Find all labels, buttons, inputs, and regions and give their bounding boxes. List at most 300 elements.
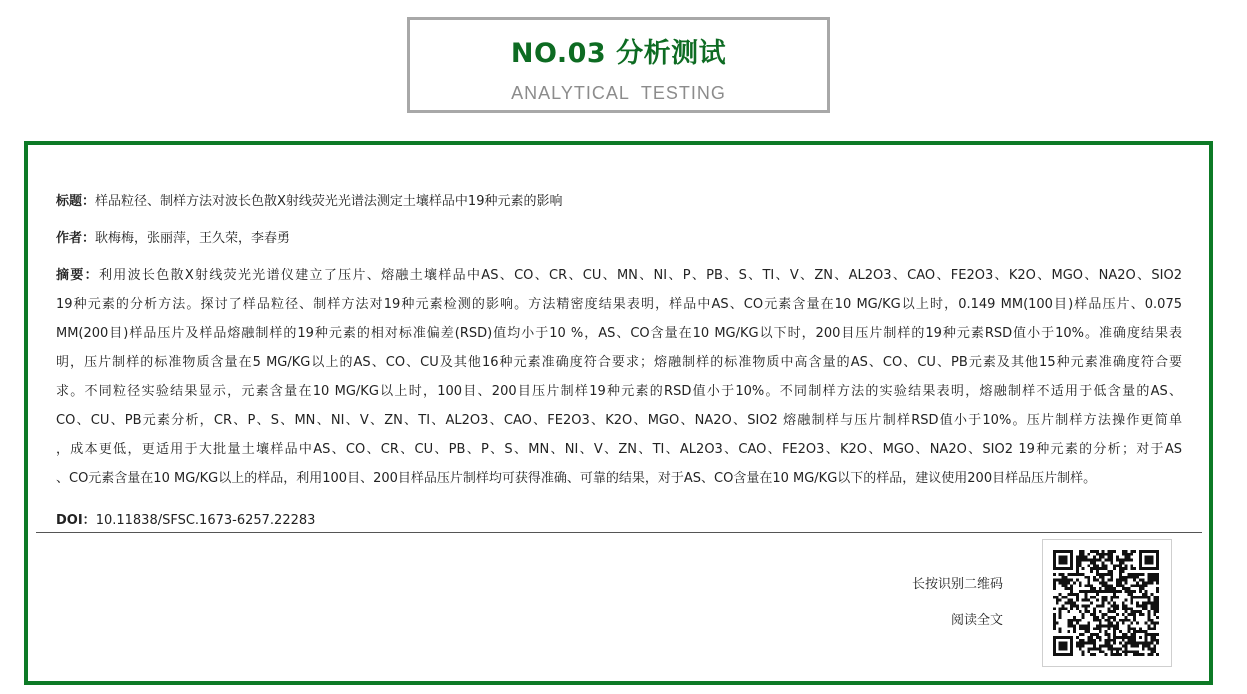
qr-module <box>1079 559 1082 562</box>
qr-module <box>1070 636 1073 639</box>
qr-module <box>1139 627 1142 630</box>
qr-module <box>1099 610 1102 613</box>
qr-module <box>1110 590 1113 593</box>
qr-module <box>1136 642 1139 645</box>
qr-module <box>1085 593 1088 596</box>
qr-module <box>1110 650 1113 653</box>
section-header <box>407 17 830 113</box>
qr-module <box>1059 607 1062 610</box>
qr-module <box>1082 553 1085 556</box>
qr-module <box>1082 550 1085 553</box>
qr-module <box>1119 653 1122 656</box>
qr-module <box>1053 645 1056 648</box>
qr-module <box>1136 630 1139 633</box>
qr-module <box>1110 624 1113 627</box>
qr-module <box>1087 610 1090 613</box>
qr-caption-scan: 长按识别二维码 <box>911 577 1003 592</box>
qr-module <box>1059 550 1062 553</box>
qr-module <box>1107 645 1110 648</box>
qr-module <box>1153 576 1156 579</box>
qr-module <box>1142 567 1145 570</box>
qr-module <box>1073 619 1076 622</box>
qr-module <box>1070 650 1073 653</box>
qr-module <box>1067 579 1070 582</box>
qr-module <box>1107 587 1110 590</box>
qr-module <box>1139 587 1142 590</box>
qr-module <box>1133 627 1136 630</box>
qr-module <box>1099 553 1102 556</box>
qr-module <box>1142 604 1145 607</box>
article-abstract <box>56 261 1182 493</box>
qr-module <box>1087 642 1090 645</box>
qr-module <box>1150 576 1153 579</box>
qr-module <box>1145 604 1148 607</box>
qr-module <box>1145 636 1148 639</box>
qr-module <box>1156 561 1159 564</box>
qr-module <box>1119 636 1122 639</box>
qr-module <box>1090 639 1093 642</box>
qr-module <box>1150 604 1153 607</box>
qr-module <box>1150 622 1153 625</box>
qr-module <box>1142 550 1145 553</box>
qr-module <box>1093 596 1096 599</box>
qr-module <box>1102 553 1105 556</box>
qr-module <box>1122 650 1125 653</box>
qr-module <box>1148 633 1151 636</box>
qr-module <box>1053 622 1056 625</box>
qr-module <box>1079 553 1082 556</box>
qr-module <box>1107 642 1110 645</box>
qr-module <box>1087 636 1090 639</box>
qr-module <box>1056 622 1059 625</box>
qr-module <box>1093 627 1096 630</box>
qr-module <box>1130 642 1133 645</box>
qr-module <box>1085 607 1088 610</box>
qr-module <box>1090 584 1093 587</box>
qr-module <box>1073 593 1076 596</box>
qr-module <box>1102 616 1105 619</box>
qr-module <box>1116 624 1119 627</box>
qr-module <box>1085 610 1088 613</box>
qr-module <box>1070 573 1073 576</box>
qr-module <box>1085 599 1088 602</box>
qr-module <box>1076 607 1079 610</box>
qr-module <box>1087 639 1090 642</box>
qr-module <box>1093 633 1096 636</box>
qr-module <box>1148 582 1151 585</box>
qr-module <box>1145 567 1148 570</box>
qr-module <box>1053 584 1056 587</box>
qr-module <box>1107 633 1110 636</box>
qr-module <box>1099 647 1102 650</box>
qr-module <box>1156 587 1159 590</box>
qr-module <box>1156 564 1159 567</box>
qr-module <box>1073 627 1076 630</box>
qr-module <box>1116 559 1119 562</box>
qr-module <box>1153 599 1156 602</box>
qr-module <box>1085 590 1088 593</box>
qr-module <box>1062 561 1065 564</box>
qr-module <box>1096 619 1099 622</box>
qr-module <box>1125 636 1128 639</box>
qr-module <box>1145 639 1148 642</box>
qr-module <box>1116 582 1119 585</box>
qr-module <box>1102 556 1105 559</box>
qr-module <box>1125 590 1128 593</box>
qr-module <box>1070 639 1073 642</box>
qr-module <box>1136 653 1139 656</box>
qr-module <box>1107 619 1110 622</box>
qr-module <box>1102 590 1105 593</box>
qr-module <box>1059 573 1062 576</box>
qr-module <box>1105 639 1108 642</box>
qr-module <box>1053 556 1056 559</box>
qr-module <box>1087 627 1090 630</box>
qr-module <box>1125 653 1128 656</box>
qr-module <box>1090 550 1093 553</box>
qr-module <box>1062 582 1065 585</box>
qr-module <box>1093 610 1096 613</box>
qr-module <box>1067 624 1070 627</box>
qr-module <box>1079 556 1082 559</box>
qr-module <box>1099 604 1102 607</box>
qr-module <box>1110 647 1113 650</box>
qr-module <box>1148 561 1151 564</box>
qr-module <box>1082 567 1085 570</box>
qr-code-icon[interactable] <box>1053 550 1159 656</box>
qr-module <box>1133 616 1136 619</box>
qr-module <box>1130 593 1133 596</box>
qr-module <box>1116 622 1119 625</box>
qr-module <box>1064 587 1067 590</box>
qr-module <box>1093 567 1096 570</box>
qr-module <box>1082 616 1085 619</box>
qr-module <box>1153 607 1156 610</box>
qr-module <box>1150 556 1153 559</box>
qr-module <box>1085 604 1088 607</box>
qr-module <box>1082 645 1085 648</box>
qr-module <box>1062 636 1065 639</box>
qr-module <box>1096 627 1099 630</box>
qr-module <box>1156 573 1159 576</box>
qr-module <box>1127 627 1130 630</box>
qr-module <box>1145 582 1148 585</box>
qr-module <box>1150 636 1153 639</box>
qr-module <box>1062 584 1065 587</box>
qr-module <box>1119 582 1122 585</box>
qr-module <box>1062 642 1065 645</box>
qr-module <box>1064 556 1067 559</box>
qr-module <box>1082 642 1085 645</box>
qr-module <box>1113 639 1116 642</box>
qr-module <box>1136 645 1139 648</box>
abstract-label: 摘要： <box>56 268 99 283</box>
qr-module <box>1153 622 1156 625</box>
qr-module <box>1102 624 1105 627</box>
qr-module <box>1150 579 1153 582</box>
qr-module <box>1070 567 1073 570</box>
qr-module <box>1145 584 1148 587</box>
qr-module <box>1139 610 1142 613</box>
qr-module <box>1150 567 1153 570</box>
qr-module <box>1105 584 1108 587</box>
qr-module <box>1110 604 1113 607</box>
qr-module <box>1093 559 1096 562</box>
qr-module <box>1090 642 1093 645</box>
qr-module <box>1070 579 1073 582</box>
qr-module <box>1130 622 1133 625</box>
qr-module <box>1139 579 1142 582</box>
qr-module <box>1156 616 1159 619</box>
qr-module <box>1156 642 1159 645</box>
qr-module <box>1099 619 1102 622</box>
qr-module <box>1076 570 1079 573</box>
qr-module <box>1127 624 1130 627</box>
qr-module <box>1067 573 1070 576</box>
qr-module <box>1139 590 1142 593</box>
qr-module <box>1102 550 1105 553</box>
qr-module <box>1139 561 1142 564</box>
qr-module <box>1064 584 1067 587</box>
qr-module <box>1076 636 1079 639</box>
qr-module <box>1139 584 1142 587</box>
qr-module <box>1070 559 1073 562</box>
qr-module <box>1113 633 1116 636</box>
qr-module <box>1107 624 1110 627</box>
qr-module <box>1093 607 1096 610</box>
qr-module <box>1130 559 1133 562</box>
qr-module <box>1156 639 1159 642</box>
qr-module <box>1056 579 1059 582</box>
qr-module <box>1113 587 1116 590</box>
qr-module <box>1076 564 1079 567</box>
qr-module <box>1062 550 1065 553</box>
qr-module <box>1076 622 1079 625</box>
qr-module <box>1070 587 1073 590</box>
qr-module <box>1053 636 1056 639</box>
qr-module <box>1145 607 1148 610</box>
qr-module <box>1127 639 1130 642</box>
qr-module <box>1067 653 1070 656</box>
qr-module <box>1156 559 1159 562</box>
qr-module <box>1122 604 1125 607</box>
qr-module <box>1105 553 1108 556</box>
qr-module <box>1082 559 1085 562</box>
qr-module <box>1079 561 1082 564</box>
qr-module <box>1127 553 1130 556</box>
qr-module <box>1093 587 1096 590</box>
qr-module <box>1079 627 1082 630</box>
qr-module <box>1102 602 1105 605</box>
qr-module <box>1142 607 1145 610</box>
qr-module <box>1099 559 1102 562</box>
qr-module <box>1099 587 1102 590</box>
qr-module <box>1059 653 1062 656</box>
qr-module <box>1085 556 1088 559</box>
qr-module <box>1096 573 1099 576</box>
qr-module <box>1110 584 1113 587</box>
qr-module <box>1156 553 1159 556</box>
qr-module <box>1064 636 1067 639</box>
qr-module <box>1139 556 1142 559</box>
qr-module <box>1116 653 1119 656</box>
qr-module <box>1119 567 1122 570</box>
qr-module <box>1107 579 1110 582</box>
qr-module <box>1082 633 1085 636</box>
qr-module <box>1053 639 1056 642</box>
qr-module <box>1105 596 1108 599</box>
qr-module <box>1127 590 1130 593</box>
qr-module <box>1099 636 1102 639</box>
qr-module <box>1062 607 1065 610</box>
qr-module <box>1053 582 1056 585</box>
qr-module <box>1082 653 1085 656</box>
qr-module <box>1142 647 1145 650</box>
qr-module <box>1096 553 1099 556</box>
qr-module <box>1062 556 1065 559</box>
qr-module <box>1130 639 1133 642</box>
qr-module <box>1113 642 1116 645</box>
qr-module <box>1139 553 1142 556</box>
qr-module <box>1145 642 1148 645</box>
qr-module <box>1079 584 1082 587</box>
qr-module <box>1145 590 1148 593</box>
qr-module <box>1067 587 1070 590</box>
article-authors: 耿梅梅，张丽萍，王久荣，李春勇 <box>95 231 291 246</box>
qr-module <box>1116 556 1119 559</box>
qr-module <box>1150 627 1153 630</box>
qr-module <box>1056 596 1059 599</box>
qr-module <box>1056 599 1059 602</box>
qr-module <box>1142 613 1145 616</box>
qr-module <box>1122 645 1125 648</box>
qr-module <box>1082 624 1085 627</box>
qr-module <box>1119 576 1122 579</box>
qr-module <box>1087 559 1090 562</box>
qr-module <box>1085 642 1088 645</box>
qr-module <box>1139 573 1142 576</box>
qr-module <box>1053 607 1056 610</box>
qr-module <box>1079 624 1082 627</box>
qr-module <box>1153 610 1156 613</box>
qr-module <box>1105 590 1108 593</box>
qr-module <box>1148 619 1151 622</box>
qr-module <box>1070 622 1073 625</box>
qr-module <box>1150 582 1153 585</box>
qr-module <box>1085 624 1088 627</box>
qr-module <box>1070 624 1073 627</box>
qr-module <box>1076 604 1079 607</box>
qr-module <box>1133 645 1136 648</box>
qr-module <box>1093 653 1096 656</box>
qr-module <box>1059 642 1062 645</box>
qr-module <box>1093 550 1096 553</box>
qr-module <box>1116 647 1119 650</box>
qr-module <box>1085 576 1088 579</box>
qr-module <box>1110 559 1113 562</box>
qr-module <box>1142 587 1145 590</box>
qr-module <box>1113 616 1116 619</box>
qr-module <box>1127 587 1130 590</box>
qr-module <box>1076 573 1079 576</box>
qr-module <box>1064 559 1067 562</box>
qr-module <box>1130 584 1133 587</box>
qr-module <box>1076 593 1079 596</box>
qr-module <box>1122 559 1125 562</box>
qr-module <box>1122 584 1125 587</box>
qr-module <box>1153 647 1156 650</box>
qr-module <box>1105 645 1108 648</box>
qr-module <box>1082 627 1085 630</box>
qr-module <box>1073 604 1076 607</box>
qr-module <box>1079 642 1082 645</box>
qr-module <box>1073 582 1076 585</box>
qr-module <box>1067 610 1070 613</box>
qr-module <box>1133 610 1136 613</box>
qr-module <box>1093 590 1096 593</box>
qr-module <box>1053 550 1056 553</box>
qr-module <box>1148 616 1151 619</box>
qr-module <box>1070 593 1073 596</box>
qr-module <box>1156 556 1159 559</box>
qr-module <box>1127 636 1130 639</box>
qr-module <box>1096 550 1099 553</box>
qr-module <box>1105 642 1108 645</box>
qr-module <box>1099 582 1102 585</box>
qr-module <box>1113 630 1116 633</box>
qr-module <box>1122 567 1125 570</box>
qr-module <box>1148 573 1151 576</box>
qr-module <box>1113 604 1116 607</box>
qr-module <box>1130 553 1133 556</box>
qr-module <box>1156 602 1159 605</box>
qr-module <box>1125 607 1128 610</box>
qr-module <box>1133 653 1136 656</box>
qr-module <box>1087 576 1090 579</box>
qr-module <box>1130 576 1133 579</box>
qr-module <box>1156 633 1159 636</box>
qr-module <box>1102 604 1105 607</box>
qr-module <box>1096 579 1099 582</box>
qr-module <box>1070 561 1073 564</box>
qr-module <box>1079 550 1082 553</box>
qr-code[interactable] <box>1042 539 1172 667</box>
qr-module <box>1116 650 1119 653</box>
qr-module <box>1053 587 1056 590</box>
qr-module <box>1099 573 1102 576</box>
qr-module <box>1125 645 1128 648</box>
qr-module <box>1105 573 1108 576</box>
qr-module <box>1096 564 1099 567</box>
qr-module <box>1156 590 1159 593</box>
qr-module <box>1148 613 1151 616</box>
qr-module <box>1056 567 1059 570</box>
doi-value[interactable]: 10.11838/SFSC.1673-6257.22283 <box>95 513 316 528</box>
qr-module <box>1096 570 1099 573</box>
qr-module <box>1070 602 1073 605</box>
qr-module <box>1119 573 1122 576</box>
qr-module <box>1125 650 1128 653</box>
qr-module <box>1150 550 1153 553</box>
qr-module <box>1153 639 1156 642</box>
qr-module <box>1096 559 1099 562</box>
qr-module <box>1105 633 1108 636</box>
qr-module <box>1053 650 1056 653</box>
qr-module <box>1090 647 1093 650</box>
qr-module <box>1148 645 1151 648</box>
qr-module <box>1096 599 1099 602</box>
qr-module <box>1150 559 1153 562</box>
